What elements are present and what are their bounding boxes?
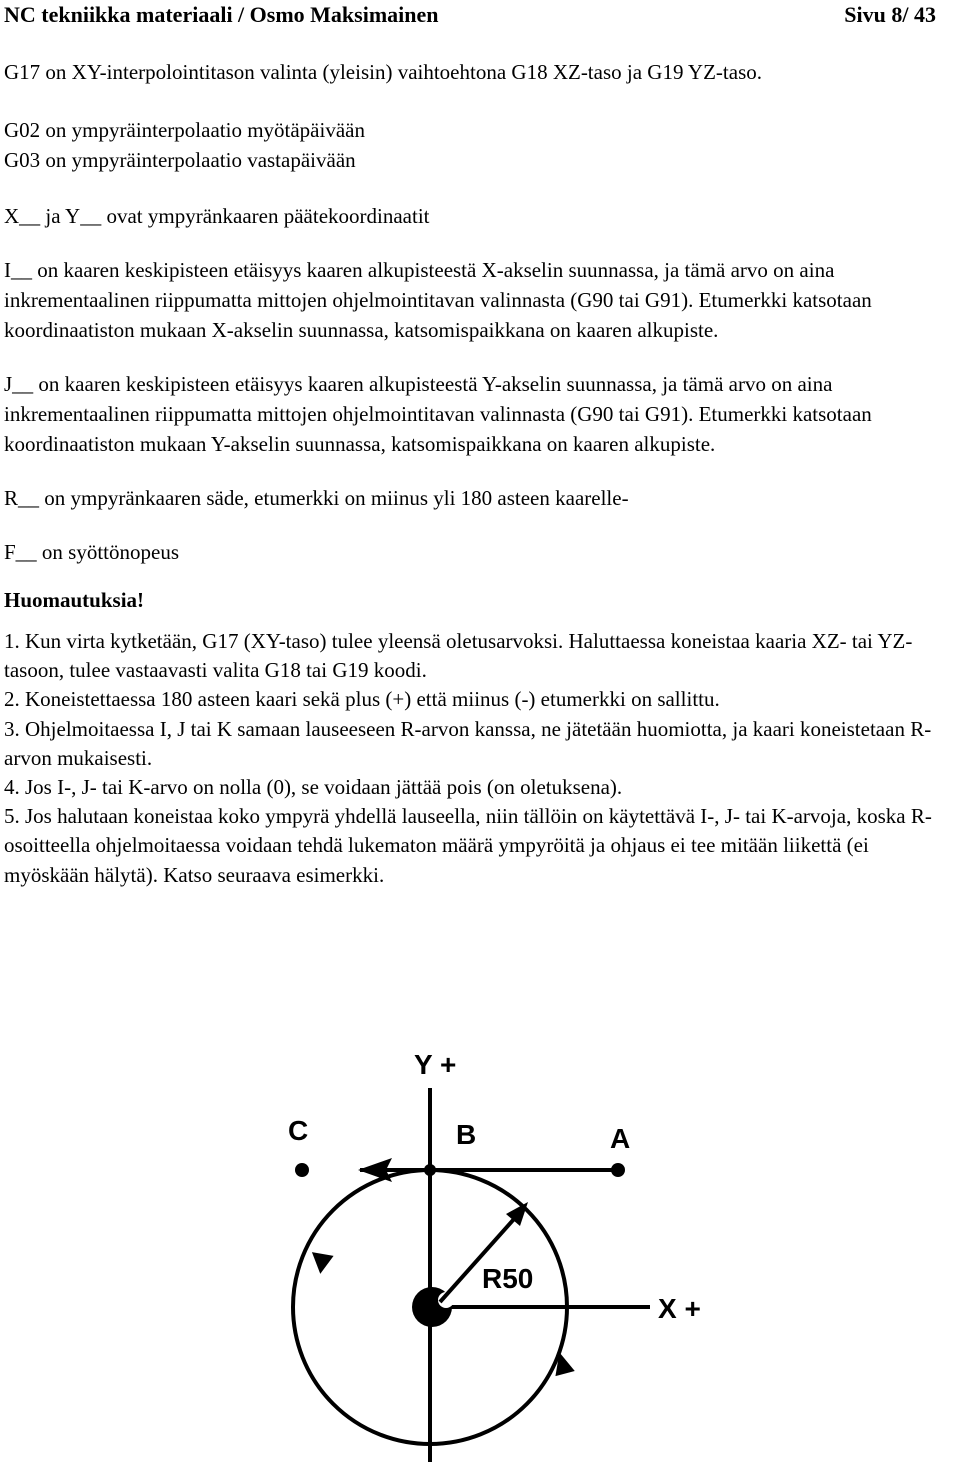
radius-label: R50 [482, 1263, 534, 1294]
point-c-marker [295, 1163, 309, 1177]
point-c-label: C [288, 1115, 309, 1146]
point-b-label: B [456, 1119, 477, 1150]
note-item: 3. Ohjelmoitaessa I, J tai K samaan lauseeseen R-arvon kanssa, ne jätetään huomiotta, ja kaari koneistetaan R-arvon mukaisesti. [4, 716, 932, 770]
point-b-marker [424, 1164, 436, 1176]
paragraph-j: J__ on kaaren keskipisteen etäisyys kaaren alkupisteestä Y-akselin suunnassa, ja tämä arvo on aina inkrementaalinen riippumatta mittojen ohjelmointitavan valinnasta (G90 tai G91). Etumerkki katsotaan koordinaatiston mukaan Y-akselin suunnassa, katsomispaikkana on kaaren alkupiste. [4, 372, 872, 456]
note-item: 1. Kun virta kytketään, G17 (XY-taso) tulee yleensä oletusarvoksi. Haluttaessa koneistaa kaaria XZ- tai YZ-tasoon, tulee vastaavasti valita G18 tai G19 koodi. [4, 629, 913, 683]
circle-arrow-left-icon [308, 1252, 333, 1276]
paragraph-xy: X__ ja Y__ ovat ympyränkaaren päätekoordinaatit [4, 204, 430, 228]
x-axis-label-main: X + [658, 1293, 701, 1324]
paragraph-i: I__ on kaaren keskipisteen etäisyys kaaren alkupisteestä X-akselin suunnassa, ja tämä arvo on aina inkrementaalinen riippumatta mittojen ohjelmointitavan valinnasta (G90 tai G91). Etumerkki katsotaan koordinaatiston mukaan X-akselin suunnassa, katsomispaikkana on kaaren alkupiste. [4, 258, 872, 342]
document-body [4, 57, 956, 890]
paragraph-g03: G03 on ympyräinterpolaatio vastapäivään [4, 148, 356, 172]
point-a-label: A [610, 1123, 631, 1154]
point-a-marker [611, 1163, 625, 1177]
note-item: 5. Jos halutaan koneistaa koko ympyrä yhdellä lauseella, niin tällöin on käytettävä I-, J- tai K-arvoja, koska R-osoitteella ohjelmoitaessa voidaan tehdä lukematon määrä ympyröitä ja ohjaus ei tee mitään liikettä (ei myöskään hälytä). Katso seuraava esimerkki. [4, 804, 932, 887]
notes-heading: Huomautuksia! [4, 588, 145, 612]
y-axis-label-main: Y + [414, 1049, 457, 1080]
paragraph-g17: G17 on XY-interpolointitason valinta (yleisin) vaihtoehtona G18 XZ-taso ja G19 YZ-taso. [4, 60, 762, 84]
document-title: NC tekniikka materiaali / Osmo Maksimainen [4, 2, 439, 27]
note-item: 4. Jos I-, J- tai K-arvo on nolla (0), se voidaan jättää pois (on oletuksena). [4, 775, 623, 800]
paragraph-f: F__ on syöttönopeus [4, 540, 180, 564]
diagram-figure [270, 1040, 710, 1465]
paragraph-r: R__ on ympyränkaaren säde, etumerkki on miinus yli 180 asteen kaarelle- [4, 486, 629, 510]
paragraph-g02: G02 on ympyräinterpolaatio myötäpäivään [4, 118, 365, 142]
page-number: Sivu 8/ 43 [844, 2, 936, 27]
note-item: 2. Koneistettaessa 180 asteen kaari sekä plus (+) että miinus (-) etumerkki on sallittu. [4, 687, 720, 712]
notes-list [4, 627, 956, 890]
page-header [4, 0, 936, 30]
